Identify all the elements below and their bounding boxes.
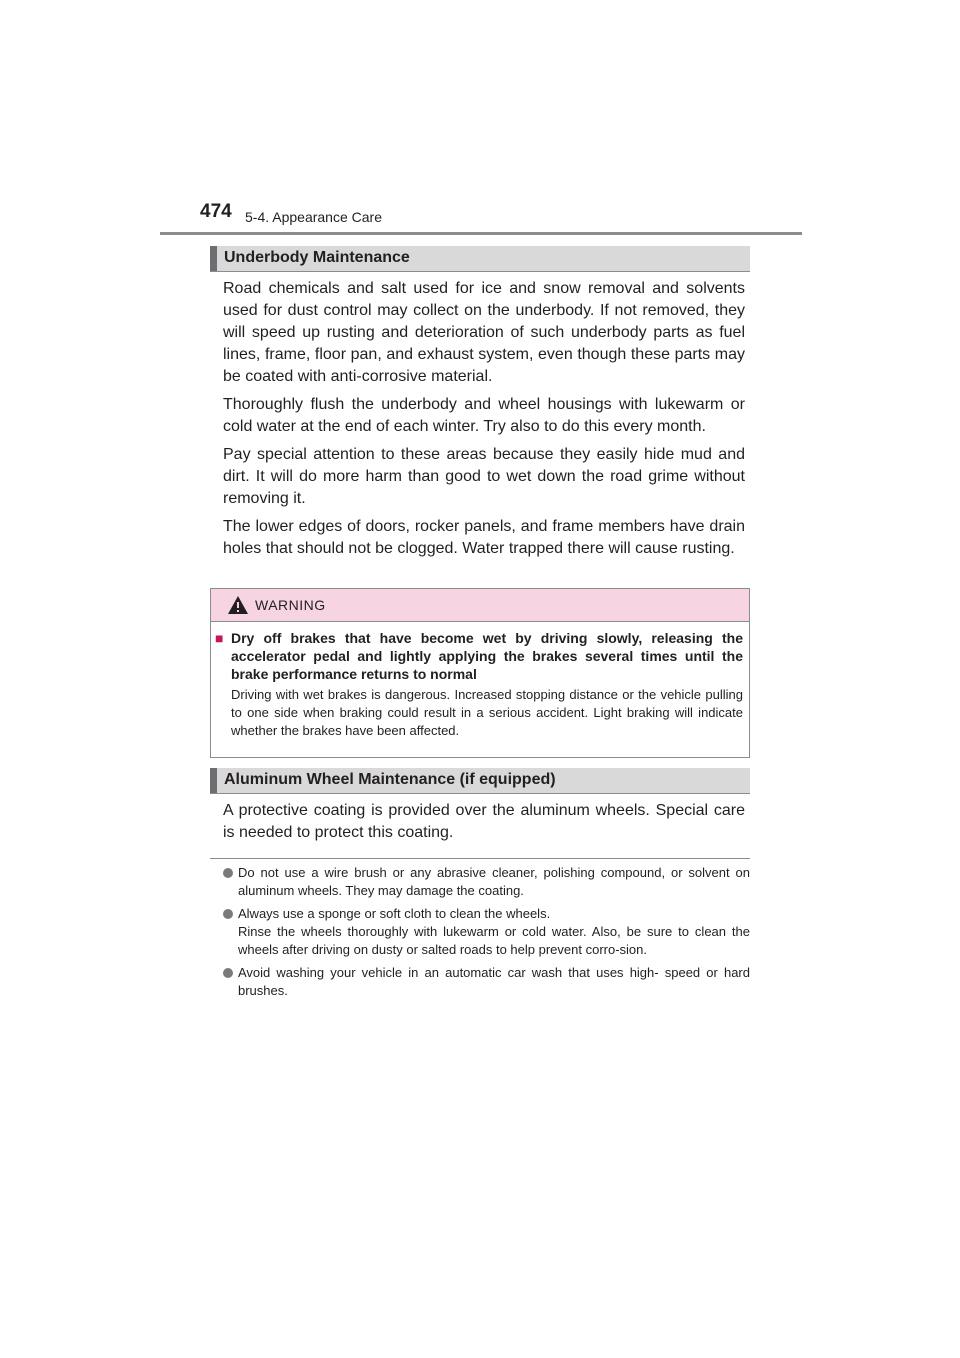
underbody-paragraph: Thoroughly flush the underbody and wheel housings with lukewarm or cold water at the end of each winter. Try also to do this every month. [223, 396, 745, 435]
warning-triangle-icon [227, 595, 249, 615]
aluminum-body [223, 800, 745, 850]
underbody-paragraph: Road chemicals and salt used for ice and snow removal and solvents used for dust control may collect on the underbody. If not removed, they will speed up rusting and deterioration of such underbody parts as fuel lines, frame, floor pan, and exhaust system, even though these parts may be coated with anti-corrosive material. [223, 280, 745, 385]
note-text: Avoid washing your vehicle in an automatic car wash that uses high- speed or hard brushes. [238, 965, 750, 998]
section-title-aluminum: Aluminum Wheel Maintenance (if equipped) [224, 771, 556, 788]
bullet-dot-icon [223, 909, 233, 919]
chapter-title: 5-4. Appearance Care [245, 209, 382, 225]
underbody-body [223, 278, 745, 566]
warning-header [211, 589, 749, 622]
note-item [223, 964, 750, 1000]
page-header [0, 196, 960, 236]
note-item [223, 905, 750, 959]
underbody-paragraph: Pay special attention to these areas because they easily hide mud and dirt. It will do more harm than good to wet down the road grime without removing it. [223, 446, 745, 507]
page-number: 474 [200, 201, 232, 222]
note-item [223, 864, 750, 900]
header-divider [160, 232, 802, 235]
square-bullet-icon: ■ [215, 630, 224, 646]
section-header-bar [210, 246, 217, 271]
bullet-dot-icon [223, 868, 233, 878]
section-title-underbody: Underbody Maintenance [224, 249, 410, 266]
warning-title [215, 629, 743, 683]
warning-box [210, 588, 750, 758]
note-text: Do not use a wire brush or any abrasive cleaner, polishing compound, or solvent on aluminum wheels. They may damage the coating. [238, 865, 750, 898]
warning-label: WARNING [255, 597, 326, 613]
underbody-paragraph: The lower edges of doors, rocker panels, and frame members have drain holes that should not be clogged. Water trapped there will cause rusting. [223, 518, 745, 557]
section-header-aluminum [210, 768, 750, 794]
notes-divider [210, 858, 750, 859]
section-header-underbody [210, 246, 750, 272]
note-text: Always use a sponge or soft cloth to clean the wheels. [238, 906, 551, 921]
warning-body: Driving with wet brakes is dangerous. Increased stopping distance or the vehicle pulling to one side when braking could result in a serious accident. Light braking will indicate whether the brakes have been affected. [231, 687, 743, 738]
warning-title-text: Dry off brakes that have become wet by driving slowly, releasing the accelerator pedal and lightly applying the brakes several times until the brake performance returns to normal [231, 630, 743, 682]
notes-list [223, 864, 750, 1005]
aluminum-paragraph: A protective coating is provided over the aluminum wheels. Special care is needed to protect this coating. [223, 802, 745, 841]
bullet-dot-icon [223, 968, 233, 978]
section-header-bar [210, 768, 217, 793]
note-text: Rinse the wheels thoroughly with lukewarm or cold water. Also, be sure to clean the wheels after driving on dusty or salted roads to help prevent corro-sion. [238, 924, 750, 957]
